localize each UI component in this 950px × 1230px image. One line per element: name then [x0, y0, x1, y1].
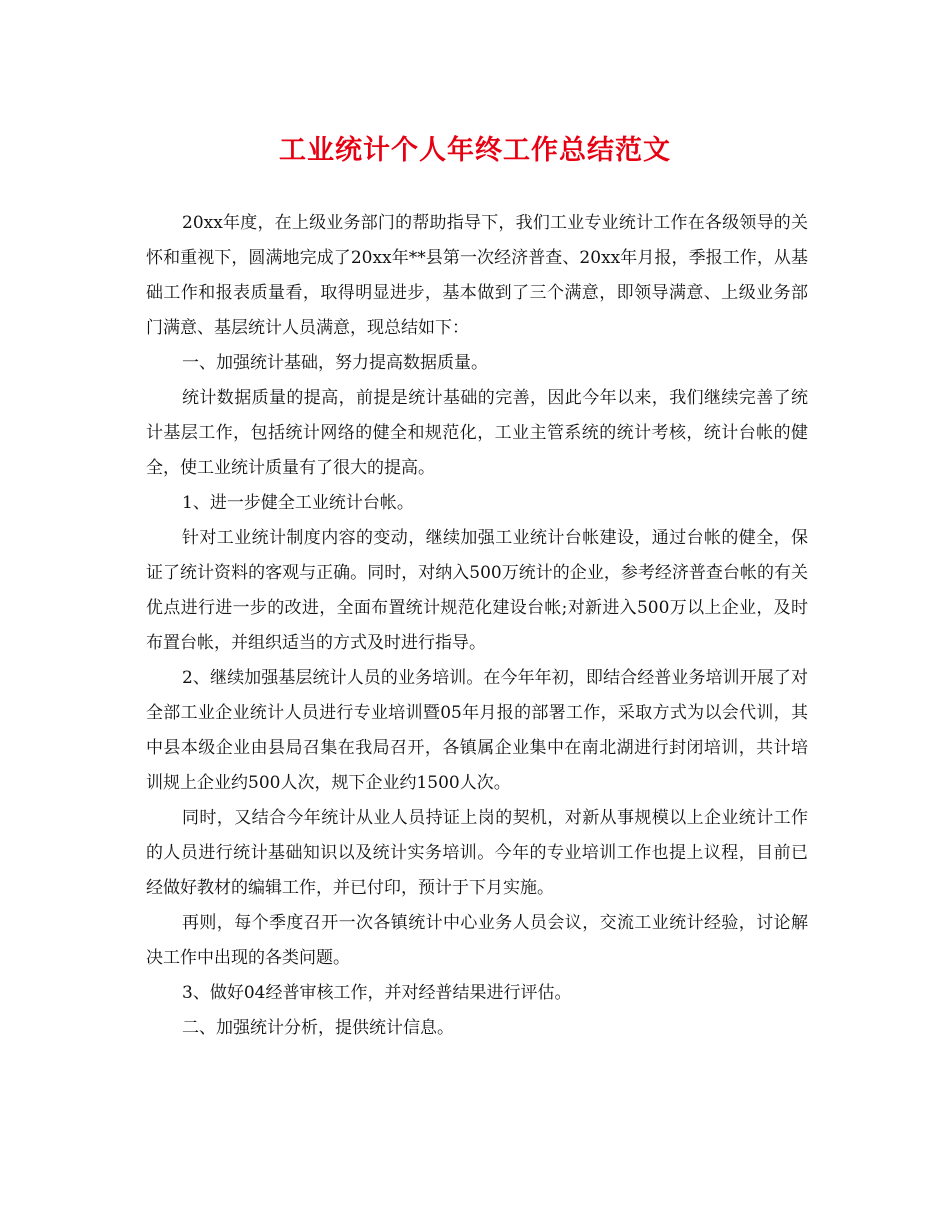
paragraph-intro: 20xx年度，在上级业务部门的帮助指导下，我们工业专业统计工作在各级领导的关怀和重视下，圆满地完成了20xx年**县第一次经济普查、20xx年月报，季报工作，从基础工作和报表质量看，取得明显进步，基本做到了三个满意，即领导满意、上级业务部门满意、基层统计人员满意，现总结如下： — [146, 213, 808, 338]
heading-section-2: 二、加强统计分析，提供统计信息。 — [182, 1018, 454, 1038]
document-body — [146, 206, 808, 1046]
heading-section-1: 一、加强统计基础，努力提高数据质量。 — [182, 353, 488, 373]
subheading-3: 3、做好04经普审核工作，并对经普结果进行评估。 — [182, 983, 572, 1003]
paragraph-quarterly-meeting: 再则，每个季度召开一次各镇统计中心业务人员会议，交流工业统计经验，讨论解决工作中出现的各类问题。 — [146, 913, 808, 968]
paragraph-section-1: 统计数据质量的提高，前提是统计基础的完善，因此今年以来，我们继续完善了统计基层工作，包括统计网络的健全和规范化，工业主管系统的统计考核，统计台帐的健全，使工业统计质量有了很大的提高。 — [146, 388, 808, 478]
document-title: 工业统计个人年终工作总结范文 — [279, 135, 671, 166]
paragraph-certification: 同时，又结合今年统计从业人员持证上岗的契机，对新从事规模以上企业统计工作的人员进行统计基础知识以及统计实务培训。今年的专业培训工作也提上议程，目前已经做好教材的编辑工作，并已付印，预计于下月实施。 — [146, 808, 808, 898]
paragraph-ledger: 针对工业统计制度内容的变动，继续加强工业统计台帐建设，通过台帐的健全，保证了统计资料的客观与正确。同时，对纳入500万统计的企业，参考经济普查台帐的有关优点进行进一步的改进，全面布置统计规范化建设台帐;对新进入500万以上企业，及时布置台帐，并组织适当的方式及时进行指导。 — [146, 528, 808, 653]
paragraph-training: 2、继续加强基层统计人员的业务培训。在今年年初，即结合经普业务培训开展了对全部工业企业统计人员进行专业培训暨05年月报的部署工作，采取方式为以会代训，其中县本级企业由县局召集在我局召开，各镇属企业集中在南北湖进行封闭培训，共计培训规上企业约500人次，规下企业约1500人次。 — [146, 668, 808, 793]
subheading-1: 1、进一步健全工业统计台帐。 — [182, 493, 414, 513]
